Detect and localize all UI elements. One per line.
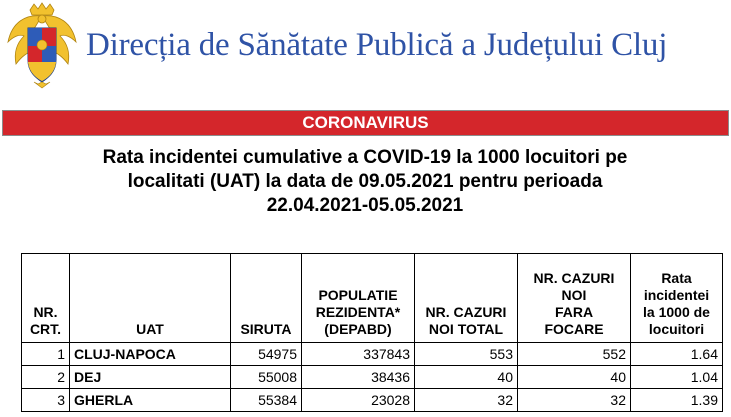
header-uat: UAT [70, 254, 231, 343]
cell-rata: 1.39 [631, 389, 723, 412]
cell-cazuri-fara-focare: 40 [518, 366, 631, 389]
organization-title: Direcția de Sănătate Publică a Județului Cluj [86, 27, 668, 63]
cell-populatie: 337843 [302, 343, 415, 366]
cell-rata: 1.64 [631, 343, 723, 366]
header-cazuri-fara-focare: NR. CAZURI NOI FARA FOCARE [518, 254, 631, 343]
cell-nr: 1 [22, 343, 70, 366]
document-title [20, 146, 710, 218]
document-title-line-3: 22.04.2021-05.05.2021 [266, 195, 464, 216]
header-rata-incidentei: Rata incidentei la 1000 de locuitori [631, 254, 723, 343]
cell-nr: 2 [22, 366, 70, 389]
cell-uat: GHERLA [70, 389, 231, 412]
incidence-table-container [21, 253, 723, 412]
cell-siruta: 54975 [231, 343, 302, 366]
table-row [22, 366, 723, 389]
header-siruta: SIRUTA [231, 254, 302, 343]
cell-nr: 3 [22, 389, 70, 412]
cell-populatie: 23028 [302, 389, 415, 412]
cell-populatie: 38436 [302, 366, 415, 389]
table-header-row [22, 254, 723, 343]
cell-uat: CLUJ-NAPOCA [70, 343, 231, 366]
cell-cazuri-fara-focare: 552 [518, 343, 631, 366]
cell-siruta: 55008 [231, 366, 302, 389]
header-populatie: POPULATIE REZIDENTA* (DEPABD) [302, 254, 415, 343]
header-nr-crt: NR. CRT. [22, 254, 70, 343]
cell-cazuri-fara-focare: 32 [518, 389, 631, 412]
table-row [22, 343, 723, 366]
banner-label: CORONAVIRUS [302, 113, 429, 132]
cell-rata: 1.04 [631, 366, 723, 389]
cell-cazuri-total: 32 [415, 389, 518, 412]
cell-cazuri-total: 40 [415, 366, 518, 389]
cell-cazuri-total: 553 [415, 343, 518, 366]
incidence-table [21, 253, 723, 412]
cell-uat: DEJ [70, 366, 231, 389]
cell-siruta: 55384 [231, 389, 302, 412]
document-title-line-1: Rata incidentei cumulative a COVID-19 la 1000 locuitori pe [102, 147, 628, 168]
page-header [0, 0, 731, 100]
header-cazuri-total: NR. CAZURI NOI TOTAL [415, 254, 518, 343]
document-title-line-2: localitati (UAT) la data de 09.05.2021 pentru perioada [127, 171, 603, 192]
table-row [22, 389, 723, 412]
section-banner [2, 110, 729, 136]
romania-coat-of-arms-icon [4, 2, 80, 90]
